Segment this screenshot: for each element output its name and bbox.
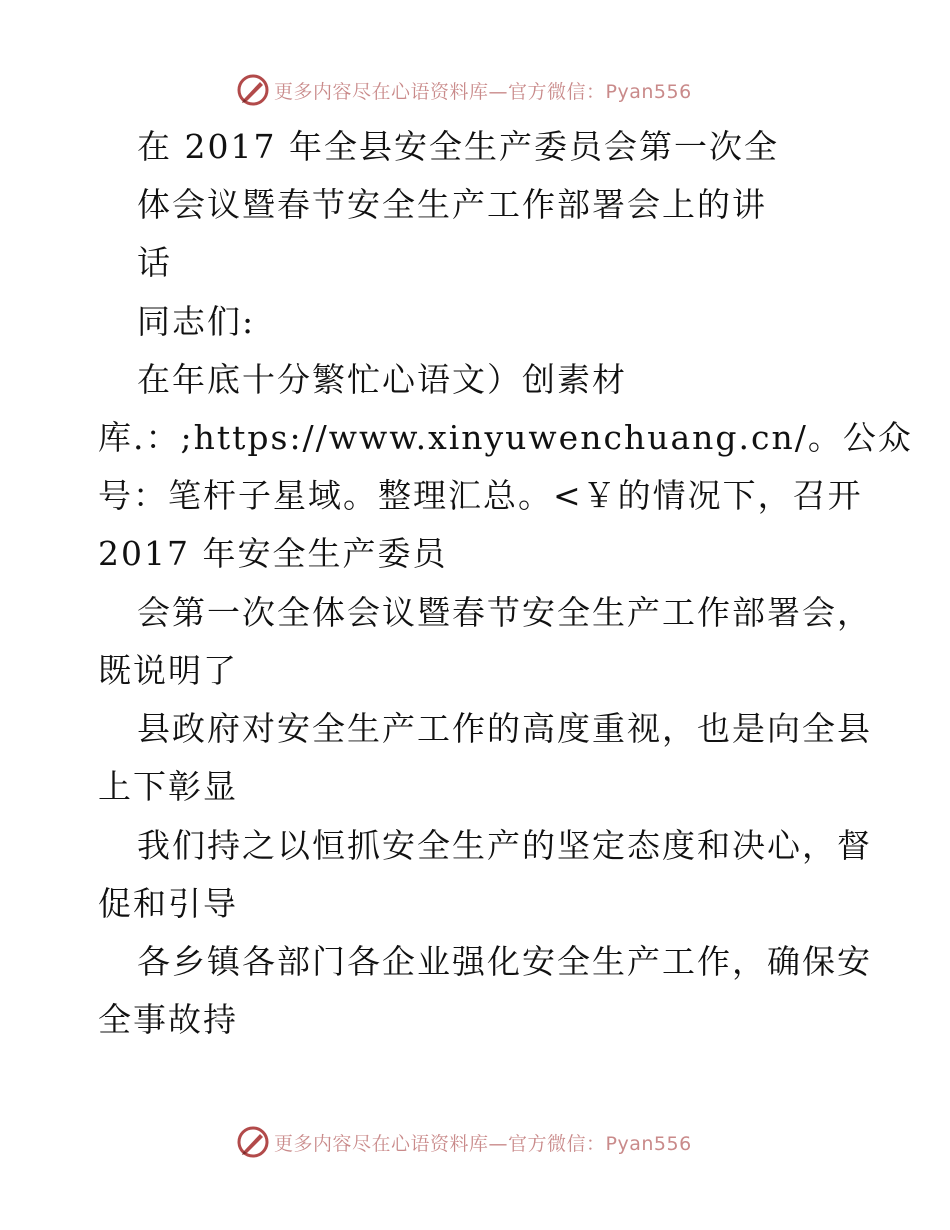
- header-watermark: [0, 70, 950, 110]
- doc-line: 2017 年安全生产委员: [98, 534, 448, 573]
- doc-line: 我们持之以恒抓安全生产的坚定态度和决心，督: [137, 826, 872, 865]
- doc-line: 上下彰显: [98, 767, 238, 806]
- doc-line-title-1: 在 2017 年全县安全生产委员会第一次全: [137, 127, 779, 166]
- pen-circle-icon: [236, 73, 270, 107]
- pen-circle-icon: [236, 1125, 270, 1159]
- doc-line: 会第一次全体会议暨春节安全生产工作部署会，: [137, 593, 872, 632]
- doc-line-title-2: 体会议暨春节安全生产工作部署会上的讲: [137, 185, 767, 224]
- doc-line: 号：笔杆子星域。整理汇总。<￥的情况下，召开: [98, 476, 863, 515]
- watermark-text: 更多内容尽在心语资料库—官方微信：Pyan556: [274, 1132, 692, 1155]
- doc-line: 促和引导: [98, 884, 238, 923]
- doc-line-salutation: 同志们:: [137, 302, 256, 341]
- doc-line: 县政府对安全生产工作的高度重视，也是向全县: [137, 709, 872, 748]
- doc-line: 在年底十分繁忙心语文）创素材: [137, 360, 627, 399]
- doc-line: 全事故持: [98, 1000, 238, 1039]
- footer-watermark-content: [236, 1122, 692, 1162]
- doc-line: 库.：;https://www.xinyuwenchuang.cn/。公众: [98, 418, 913, 457]
- doc-line: 既说明了: [98, 651, 238, 690]
- doc-line: 各乡镇各部门各企业强化安全生产工作，确保安: [137, 942, 872, 981]
- header-watermark-content: [236, 70, 692, 110]
- footer-watermark: [0, 1122, 950, 1162]
- watermark-text: 更多内容尽在心语资料库—官方微信：Pyan556: [274, 80, 692, 103]
- doc-line-title-3: 话: [137, 243, 172, 282]
